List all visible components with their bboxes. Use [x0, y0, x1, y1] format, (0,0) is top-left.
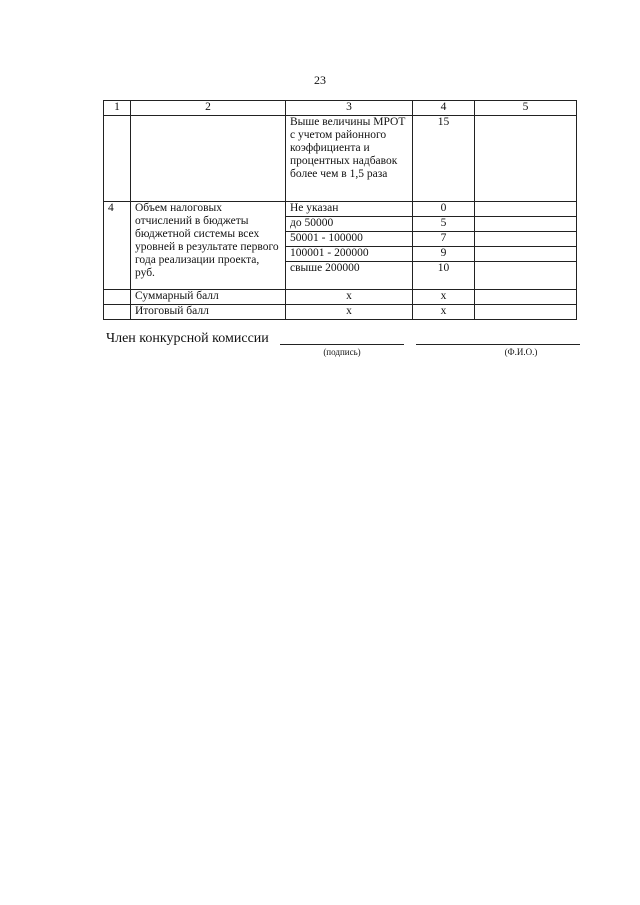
result-cell [475, 305, 577, 320]
score-cell: 15 [413, 116, 475, 202]
result-cell [475, 290, 577, 305]
result-cell [475, 217, 577, 232]
criterion-value-cell: Выше величины МРОТ с учетом районного коэффициента и процентных надбавок более чем в 1,5 раза [286, 116, 413, 202]
result-cell [475, 232, 577, 247]
total-label: Суммарный балл [131, 290, 286, 305]
result-cell [475, 262, 577, 290]
option-score: 7 [413, 232, 475, 247]
header-col-1: 1 [104, 101, 131, 116]
final-col3: х [286, 305, 413, 320]
option-score: 9 [413, 247, 475, 262]
signature-block [106, 331, 586, 371]
header-row [104, 101, 577, 116]
header-col-2: 2 [131, 101, 286, 116]
option-value: 50001 - 100000 [286, 232, 413, 247]
result-cell [475, 247, 577, 262]
row-number-cell [104, 290, 131, 305]
criterion-cell [131, 116, 286, 202]
table-row [104, 116, 577, 202]
final-label: Итоговый балл [131, 305, 286, 320]
result-cell [475, 202, 577, 217]
row-number-cell [104, 305, 131, 320]
option-score: 10 [413, 262, 475, 290]
option-score: 5 [413, 217, 475, 232]
final-col4: х [413, 305, 475, 320]
criterion-name: Объем налоговых отчислений в бюджеты бюджетной системы всех уровней в результате первого года реализации проекта, руб. [131, 202, 286, 290]
header-col-5: 5 [475, 101, 577, 116]
final-row [104, 305, 577, 320]
name-line [416, 344, 580, 345]
option-value: 100001 - 200000 [286, 247, 413, 262]
option-score: 0 [413, 202, 475, 217]
header-col-4: 4 [413, 101, 475, 116]
total-col3: х [286, 290, 413, 305]
table-row [104, 202, 577, 217]
option-value: Не указан [286, 202, 413, 217]
signature-line [280, 344, 404, 345]
total-row [104, 290, 577, 305]
total-col4: х [413, 290, 475, 305]
option-value: до 50000 [286, 217, 413, 232]
criterion-number: 4 [104, 202, 131, 290]
option-value: свыше 200000 [286, 262, 413, 290]
header-col-3: 3 [286, 101, 413, 116]
signature-label: Член конкурсной комиссии [106, 331, 269, 346]
result-cell [475, 116, 577, 202]
name-caption: (Ф.И.О.) [504, 347, 538, 357]
page-number: 23 [314, 73, 326, 87]
scoring-table [103, 100, 577, 320]
signature-caption: (подпись) [323, 347, 361, 357]
row-number-cell [104, 116, 131, 202]
